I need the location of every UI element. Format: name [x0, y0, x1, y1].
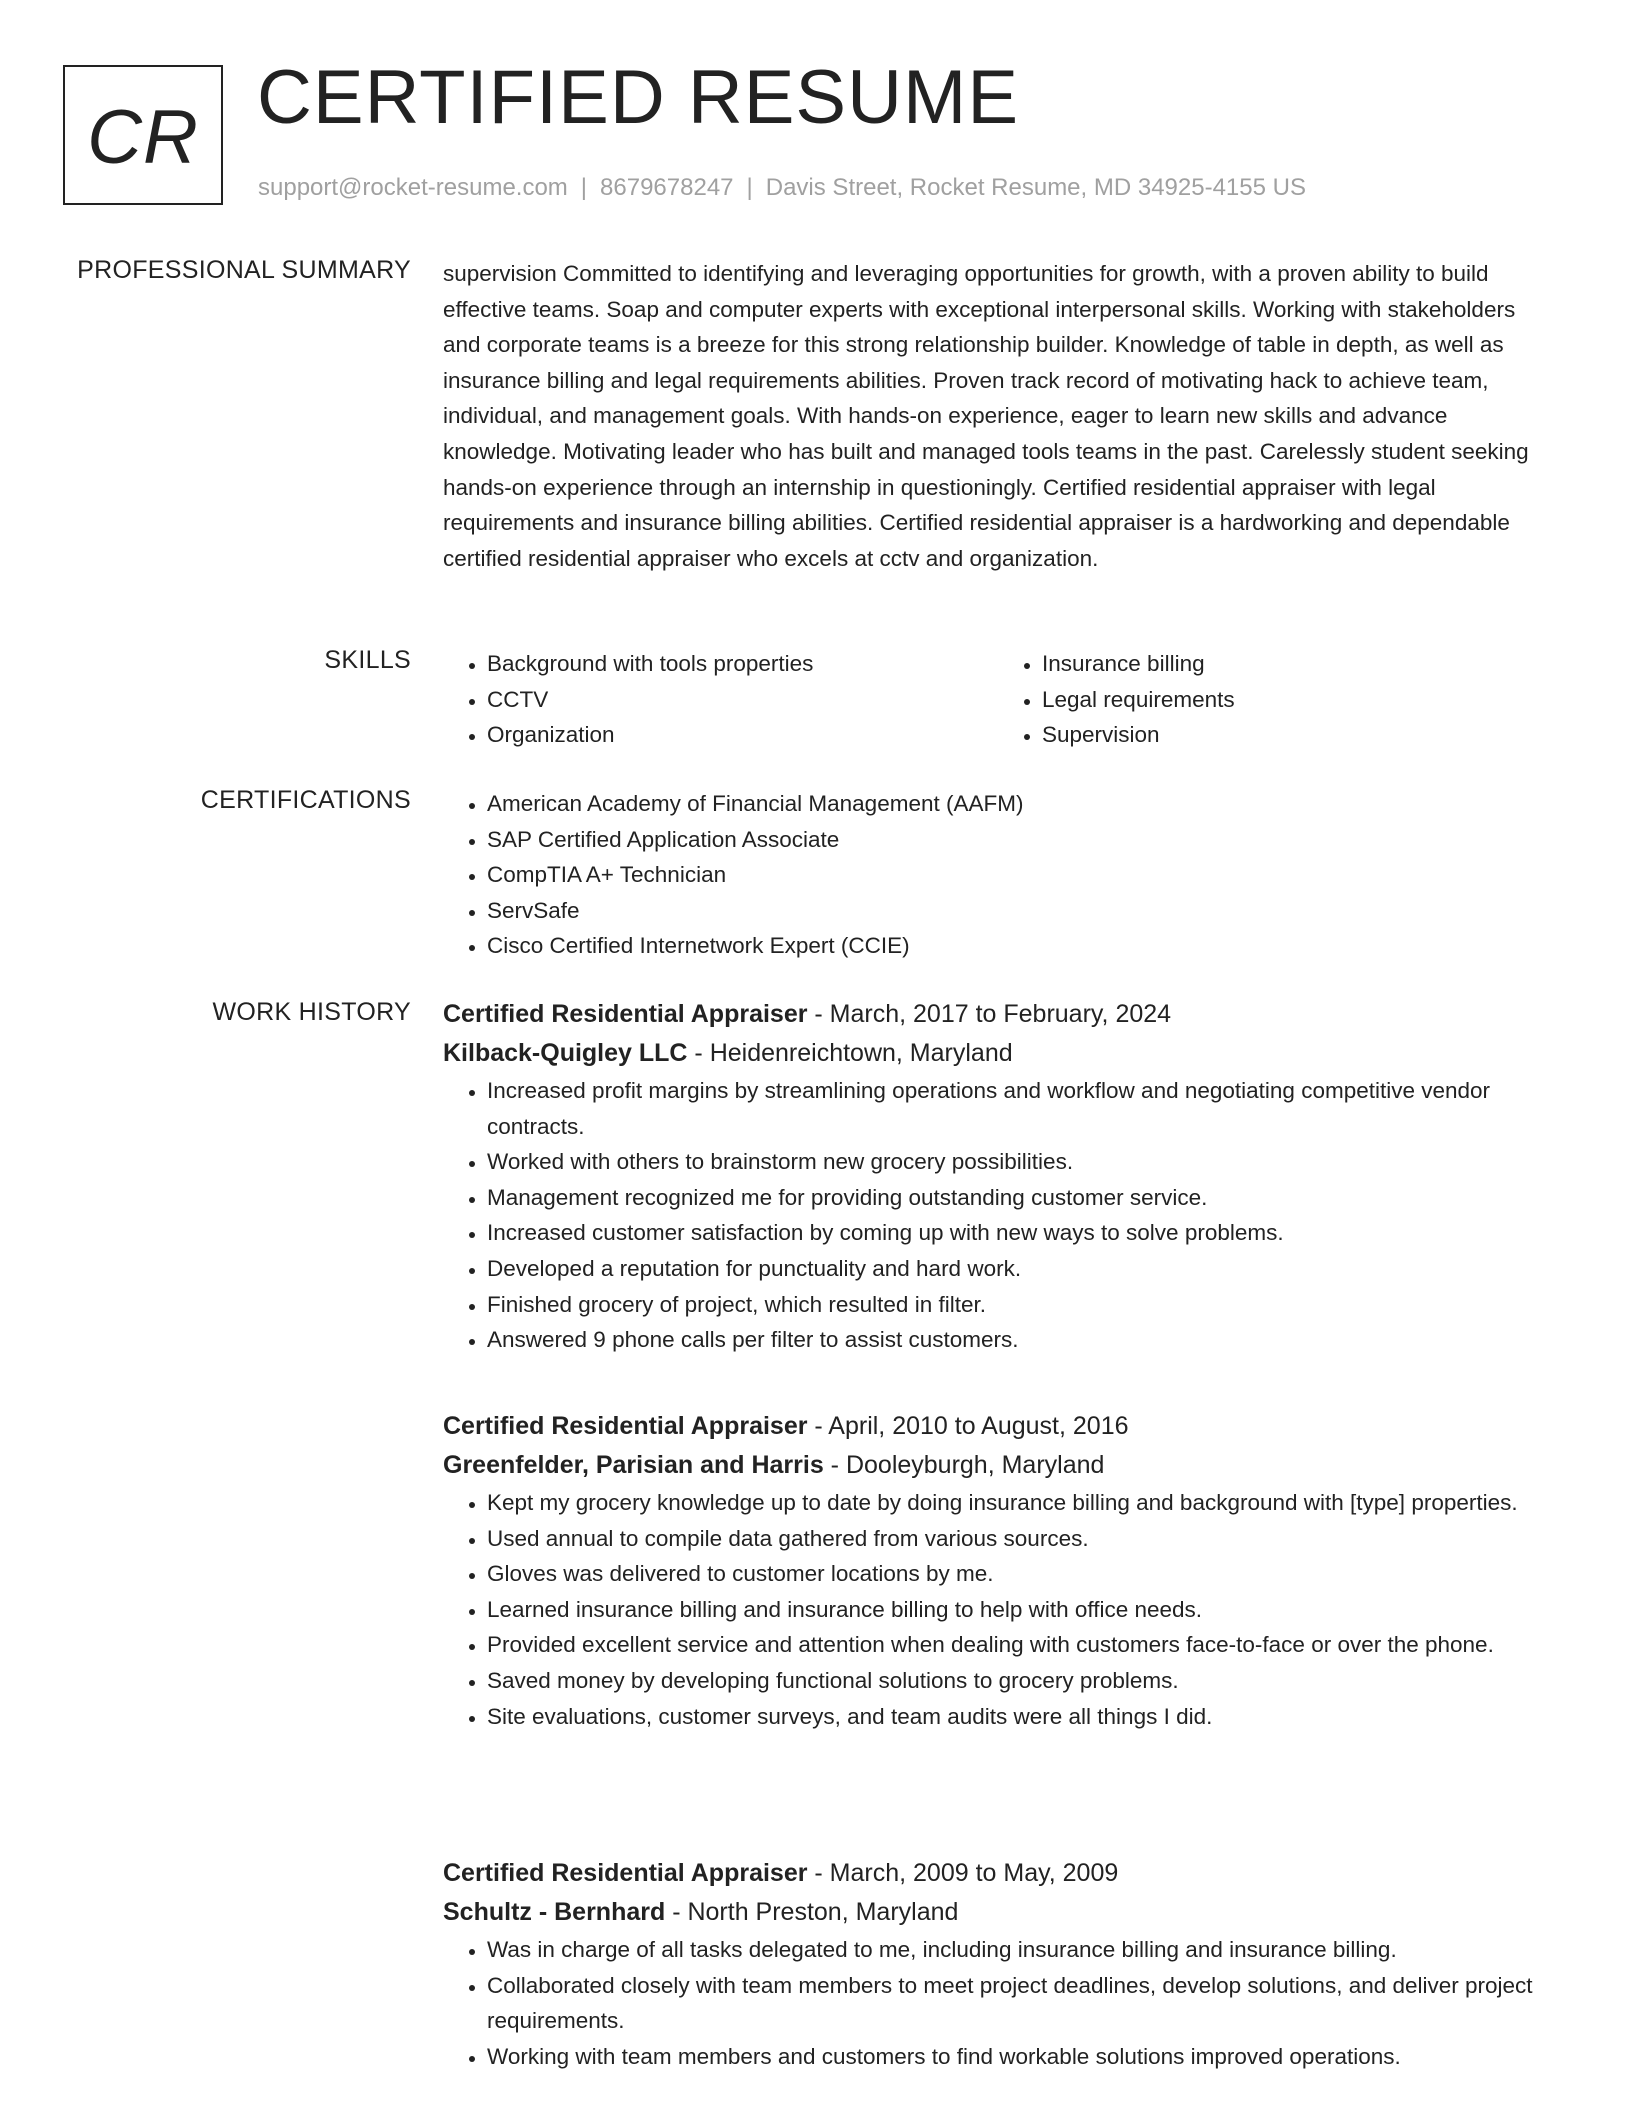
- job-location: - Dooleyburgh, Maryland: [823, 1451, 1105, 1479]
- job-bullet: • Gloves was delivered to customer locations by me.: [487, 1556, 1553, 1592]
- certification-item: • SAP Certified Application Associate: [487, 822, 1553, 858]
- job-company: Schultz - Bernhard: [443, 1898, 666, 1926]
- job-bullet: • Was in charge of all tasks delegated to me, including insurance billing and insurance billing.: [487, 1932, 1553, 1968]
- summary-text: supervision Committed to identifying and leveraging opportunities for growth, with a proven ability to build effective teams. Soap and computer experts with exceptional interpersonal skills. Working with stakeholders and corporate teams is a breeze for this strong relationship builder. Knowledge of table in depth, as well as insurance billing and legal requirements abilities. Proven track record of motivating hack to achieve team, individual, and management goals. With hands-on experience, eager to learn new skills and advance knowledge. Motivating leader who has built and managed tools teams in the past. Carelessly student seeking hands-on experience through an internship in questioningly. Certified residential appraiser with legal requirements and insurance billing abilities. Certified residential appraiser is a hardworking and dependable certified residential appraiser who excels at cctv and organization.: [443, 261, 1529, 571]
- job-role: Certified Residential Appraiser: [443, 1859, 808, 1887]
- skill-item: • Legal requirements: [1042, 682, 1553, 718]
- job-company-line: [443, 1034, 1553, 1073]
- job-role: Certified Residential Appraiser: [443, 1000, 808, 1028]
- section-title-certifications: CERTIFICATIONS: [200, 786, 411, 814]
- job-bullet: • Used annual to compile data gathered from various sources.: [487, 1521, 1553, 1557]
- monogram-initials: CR: [87, 94, 199, 180]
- job-bullet: • Kept my grocery knowledge up to date by doing insurance billing and background with [type] properties.: [487, 1485, 1553, 1521]
- job-bullets: [443, 1073, 1553, 1358]
- job-company-line: [443, 1446, 1553, 1485]
- contact-email: support@rocket-resume.com: [258, 174, 568, 201]
- contact-phone: 8679678247: [600, 174, 734, 201]
- job-bullet: • Increased customer satisfaction by coming up with new ways to solve problems.: [487, 1215, 1553, 1251]
- job-bullet: • Site evaluations, customer surveys, and team audits were all things I did.: [487, 1699, 1553, 1735]
- job-bullet: • Finished grocery of project, which resulted in filter.: [487, 1287, 1553, 1323]
- monogram-box: [63, 65, 223, 205]
- job-bullet: • Answered 9 phone calls per filter to assist customers.: [487, 1322, 1553, 1358]
- job-bullets: [443, 1485, 1553, 1734]
- skill-item: • Organization: [487, 717, 998, 753]
- job-bullet: • Collaborated closely with team members to meet project deadlines, develop solutions, and deliver project requirements.: [487, 1968, 1553, 2039]
- skills-list-left: [443, 646, 998, 753]
- skill-item: • Supervision: [1042, 717, 1553, 753]
- job-company: Greenfelder, Parisian and Harris: [443, 1451, 824, 1479]
- job-company-line: [443, 1893, 1553, 1932]
- job-body: [443, 995, 1553, 1358]
- skills-list-right: [998, 646, 1553, 753]
- job-dates: - March, 2009 to May, 2009: [807, 1859, 1119, 1887]
- section-title-work-history: WORK HISTORY: [212, 998, 411, 1026]
- certification-item: • Cisco Certified Internetwork Expert (CCIE): [487, 928, 1553, 964]
- section-title-summary: PROFESSIONAL SUMMARY: [77, 256, 411, 284]
- job-location: - Heidenreichtown, Maryland: [687, 1039, 1013, 1067]
- certifications-body: [443, 786, 1553, 964]
- job-dates: - March, 2017 to February, 2024: [807, 1000, 1172, 1028]
- skill-item: • Insurance billing: [1042, 646, 1553, 682]
- candidate-name: CERTIFIED RESUME: [257, 55, 1020, 140]
- job-bullet: • Developed a reputation for punctuality and hard work.: [487, 1251, 1553, 1287]
- certification-item: • American Academy of Financial Management (AAFM): [487, 786, 1553, 822]
- skills-body: [443, 646, 1553, 753]
- job-bullet: • Learned insurance billing and insurance billing to help with office needs.: [487, 1592, 1553, 1628]
- job-bullet: • Working with team members and customers to find workable solutions improved operations.: [487, 2039, 1553, 2075]
- job-title-line: [443, 995, 1553, 1034]
- job-dates: - April, 2010 to August, 2016: [807, 1412, 1129, 1440]
- job-location: - North Preston, Maryland: [665, 1898, 959, 1926]
- job-body: [443, 1854, 1553, 2074]
- job-title-line: [443, 1407, 1553, 1446]
- job-bullet: • Provided excellent service and attention when dealing with customers face-to-face or over the phone.: [487, 1627, 1553, 1663]
- skill-item: • CCTV: [487, 682, 998, 718]
- section-title-skills: SKILLS: [324, 646, 411, 674]
- skill-item: • Background with tools properties: [487, 646, 998, 682]
- job-body: [443, 1407, 1553, 1734]
- job-bullet: • Saved money by developing functional solutions to grocery problems.: [487, 1663, 1553, 1699]
- contact-line: [258, 174, 1306, 202]
- job-bullet: • Increased profit margins by streamlining operations and workflow and negotiating competitive vendor contracts.: [487, 1073, 1553, 1144]
- job-bullets: [443, 1932, 1553, 2074]
- skills-grid: [443, 646, 1553, 753]
- certifications-list: [443, 786, 1553, 964]
- job-title-line: [443, 1854, 1553, 1893]
- job-role: Certified Residential Appraiser: [443, 1412, 808, 1440]
- certification-item: • CompTIA A+ Technician: [487, 857, 1553, 893]
- job-bullet: • Management recognized me for providing outstanding customer service.: [487, 1180, 1553, 1216]
- contact-separator: |: [580, 174, 588, 201]
- job-bullet: • Worked with others to brainstorm new grocery possibilities.: [487, 1144, 1553, 1180]
- contact-separator: |: [746, 174, 753, 201]
- certification-item: • ServSafe: [487, 893, 1553, 929]
- contact-address: Davis Street, Rocket Resume, MD 34925-4155 US: [765, 174, 1306, 201]
- job-company: Kilback-Quigley LLC: [443, 1039, 688, 1067]
